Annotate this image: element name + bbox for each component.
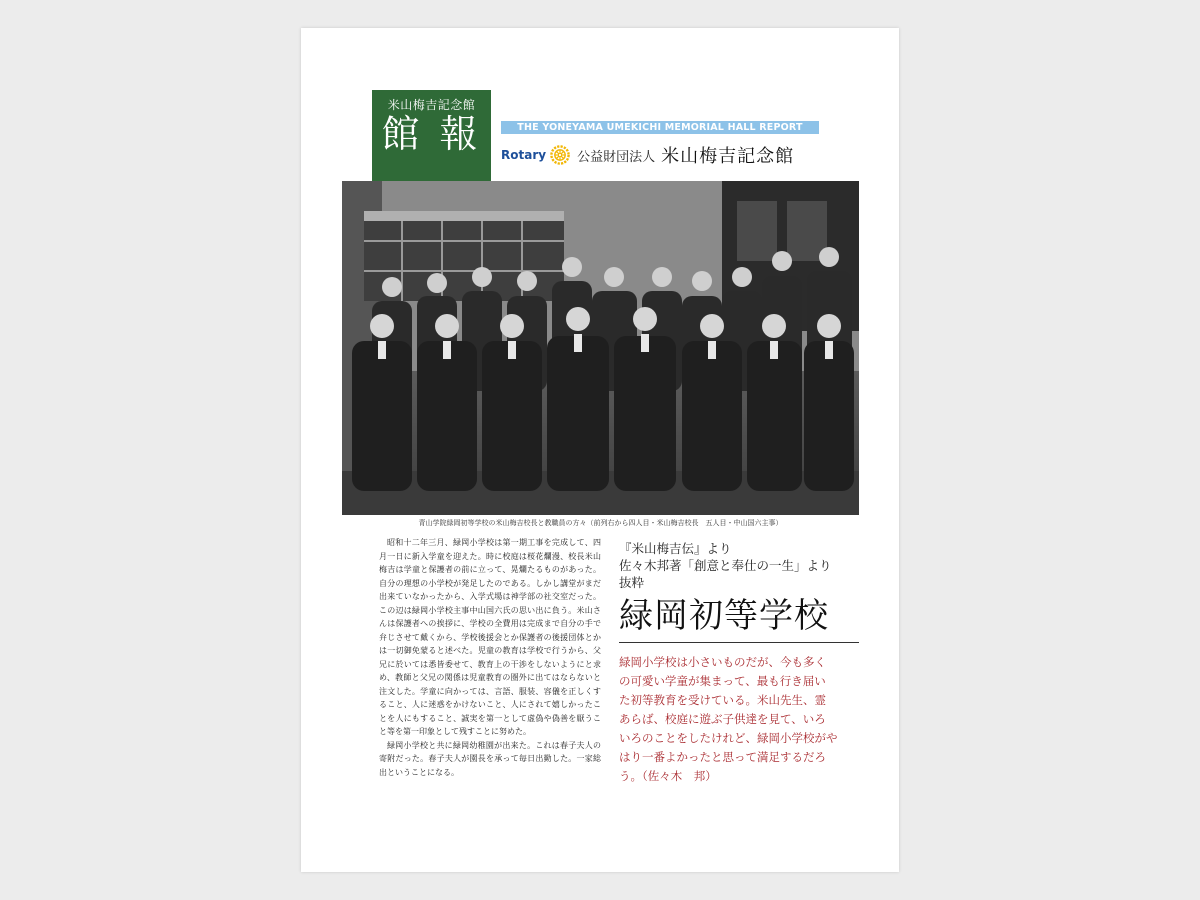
highlight-quote xyxy=(619,653,859,783)
organization-name: 米山梅吉記念館 xyxy=(661,146,795,167)
newsletter-page xyxy=(301,28,899,872)
quote-line: の可愛い学童が集まって、最も行き届い xyxy=(619,674,826,688)
extract-line-1: 『米山梅吉伝』より xyxy=(619,541,732,556)
report-title-bar: THE YONEYAMA UMEKICHI MEMORIAL HALL REPORT xyxy=(501,121,819,134)
masthead-name: 米山梅吉記念館 xyxy=(387,98,476,112)
quote-line: あらば、校庭に遊ぶ子供達を見て、いろ xyxy=(619,712,826,726)
article-paragraph-1: 昭和十二年三月、緑岡小学校は第一期工事を完成して、四月一日に新入学童を迎えた。時に校庭は桜花爛漫、校長米山梅吉は学童と保護者の前に立って、晃爛たるものがあった。自分の理想の小学校が発足したのである。しかし講堂がまだ出来ていなかったから、入学式場は神学部の社交室だった。この辺は緑岡小学校主事中山国六氏の思い出に負う。米山さんは保護者への挨拶に、学校の全費用は完成まで自分の手で弁じさせて戴くから、学校後援会とか保護者の後援団体とかは一切御免蒙ると述べた。児童の教育は学校で行うから、父兄に於いては悉皆委せて、教育上の干渉をしないようにと求め、教師と父兄の関係は児童教育の圏外に出てはならないと注文した。学童に向かっては、言語、服装、容儀を正しくすること、人に迷惑をかけないこと、人にされて嬉しかったことを人にもすること、誠実を第一として虚偽や偽善を厭うこと等を第一印象として残すことに努めた。 xyxy=(379,538,601,736)
quote-line: はり一番よかったと思って満足するだろ xyxy=(619,750,826,764)
quote-line: う。（佐々木 邦） xyxy=(619,769,717,783)
rotary-wheel-icon xyxy=(550,145,570,165)
quote-line: 緑岡小学校は小さいものだが、今も多く xyxy=(619,655,826,669)
quote-line: いろのことをしたけれど、緑岡小学校がや xyxy=(619,731,838,745)
masthead-title: 館 報 xyxy=(381,112,482,156)
article-headline: 緑岡初等学校 xyxy=(619,596,829,636)
extract-line-3: 抜粋 xyxy=(619,575,645,590)
extract-source xyxy=(619,540,859,591)
organization-type: 公益財団法人 xyxy=(577,149,656,165)
group-photo-illustration xyxy=(342,181,859,515)
quote-line: た初等教育を受けている。米山先生、霊 xyxy=(619,693,826,707)
group-photo xyxy=(342,181,859,515)
article-body xyxy=(379,536,601,792)
article-paragraph-2: 緑岡小学校と共に緑岡幼稚園が出来た。これは春子夫人の寄附だった。春子夫人が園長を承って毎日出勤した。一家総出ということになる。 xyxy=(379,740,601,777)
rotary-label: Rotary xyxy=(501,148,547,162)
photo-caption: 青山学院緑岡初等学校の米山梅吉校長と教職員の方々（前列右から四人目・米山梅吉校長 五人目・中山国六主事） xyxy=(418,519,783,527)
extract-line-2: 佐々木邦著「創意と奉仕の一生」より xyxy=(619,558,832,573)
headline-divider xyxy=(619,642,859,643)
organization-line xyxy=(501,142,831,168)
